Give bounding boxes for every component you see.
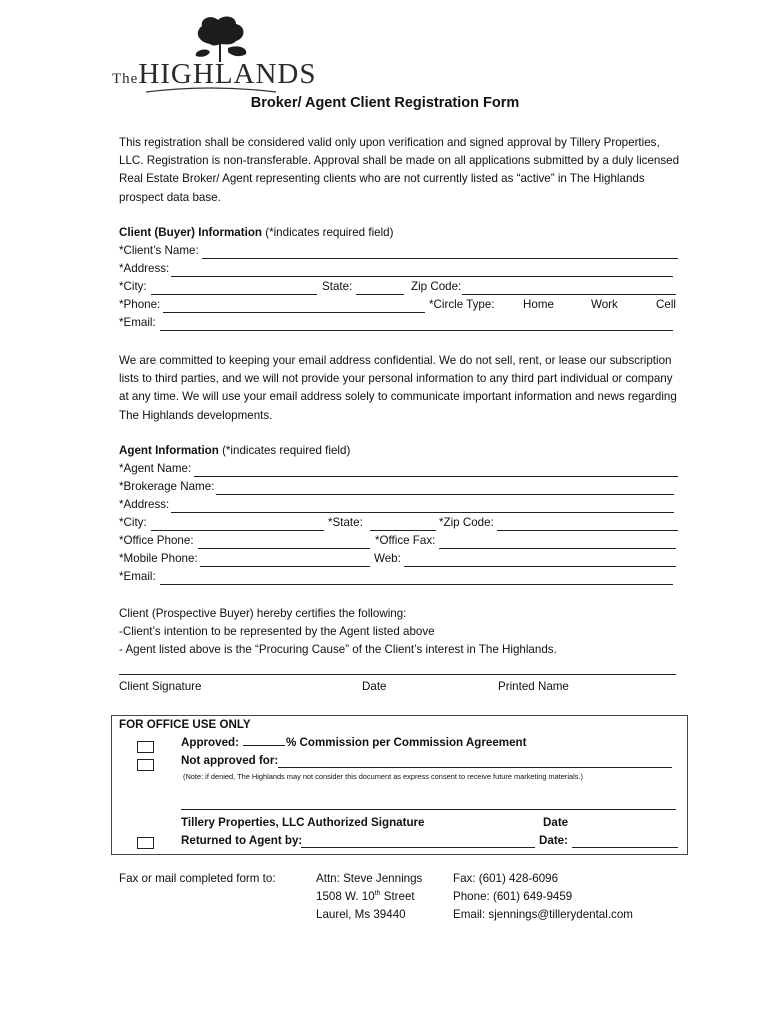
client-zip-field[interactable]: [462, 294, 676, 295]
returned-by-field[interactable]: [301, 847, 535, 848]
agent-mobile-field[interactable]: [200, 566, 370, 567]
client-phone-label: *Phone:: [119, 298, 161, 311]
circle-option-work[interactable]: Work: [591, 298, 618, 311]
agent-web-label: Web:: [374, 552, 401, 565]
agent-name-field[interactable]: [194, 476, 678, 477]
client-address-label: *Address:: [119, 262, 170, 275]
tree-logo-icon: [188, 14, 252, 64]
not-approved-checkbox[interactable]: [137, 759, 154, 771]
authorized-date-label: Date: [543, 816, 569, 829]
page-title: Broker/ Agent Client Registration Form: [250, 95, 520, 111]
contact-email[interactable]: Email: sjennings@tillerydental.com: [453, 908, 633, 921]
agent-brokerage-field[interactable]: [216, 494, 674, 495]
agent-zip-label: *Zip Code:: [439, 516, 494, 529]
not-approved-label: Not approved for:: [181, 754, 279, 767]
agent-name-label: *Agent Name:: [119, 462, 192, 475]
certify-line-1: Client (Prospective Buyer) hereby certifies the following:: [119, 607, 407, 620]
client-circle-type-label: *Circle Type:: [429, 298, 495, 311]
approved-commission-text: % Commission per Commission Agreement: [285, 736, 527, 749]
contact-street-post: Street: [380, 890, 415, 903]
returned-date-field[interactable]: [572, 847, 678, 848]
printed-name-label: Printed Name: [498, 680, 569, 693]
contact-street: [316, 890, 415, 903]
agent-mobile-label: *Mobile Phone:: [119, 552, 198, 565]
returned-label: Returned to Agent by:: [181, 834, 303, 847]
client-address-field[interactable]: [171, 276, 673, 277]
privacy-paragraph: We are committed to keeping your email address confidential. We do not sell, rent, or lease our subscription lists to third parties, and we will not provide your personal information to any third part individual or company at any time. We will use your email address solely to communicate important information and news regarding The Highlands developments.: [119, 354, 677, 422]
client-city-label: *City:: [119, 280, 147, 293]
agent-city-field[interactable]: [151, 530, 324, 531]
agent-required-note: (*indicates required field): [222, 444, 351, 457]
client-heading: Client (Buyer) Information: [119, 226, 262, 239]
agent-address-label: *Address:: [119, 498, 170, 511]
agent-heading-row: [119, 444, 350, 457]
agent-email-label: *Email:: [119, 570, 156, 583]
agent-address-field[interactable]: [171, 512, 674, 513]
client-zip-label: Zip Code:: [411, 280, 462, 293]
agent-email-field[interactable]: [160, 584, 673, 585]
commission-field[interactable]: [243, 745, 285, 746]
client-state-field[interactable]: [356, 294, 404, 295]
circle-option-cell[interactable]: Cell: [656, 298, 676, 311]
agent-office-fax-field[interactable]: [439, 548, 676, 549]
contact-attn: Attn: Steve Jennings: [316, 872, 423, 885]
authorized-signature-label: Tillery Properties, LLC Authorized Signature: [181, 816, 425, 829]
office-denial-note: (Note: if denied, The Highlands may not consider this document as express consent to receive future marketing materials.): [183, 772, 583, 781]
logo-the: The: [112, 71, 139, 87]
agent-zip-field[interactable]: [497, 530, 678, 531]
fax-mail-label: Fax or mail completed form to:: [119, 872, 276, 885]
circle-option-home[interactable]: Home: [523, 298, 554, 311]
contact-city: Laurel, Ms 39440: [316, 908, 406, 921]
agent-brokerage-label: *Brokerage Name:: [119, 480, 215, 493]
client-required-note: (*indicates required field): [265, 226, 394, 239]
agent-state-label: *State:: [328, 516, 363, 529]
agent-state-field[interactable]: [370, 530, 436, 531]
logo-highlands: HIGHLANDS: [138, 58, 317, 90]
certify-line-2: -Client’s intention to be represented by the Agent listed above: [119, 625, 435, 638]
agent-office-fax-label: *Office Fax:: [375, 534, 436, 547]
returned-checkbox[interactable]: [137, 837, 154, 849]
client-email-field[interactable]: [160, 330, 673, 331]
client-heading-row: [119, 226, 393, 239]
returned-date-label: Date:: [539, 834, 568, 847]
office-heading: FOR OFFICE USE ONLY: [119, 718, 251, 731]
approved-label: Approved:: [181, 736, 239, 749]
approved-row: [181, 736, 526, 749]
agent-city-label: *City:: [119, 516, 147, 529]
contact-street-pre: 1508 W. 10: [316, 890, 375, 903]
client-name-label: *Client’s Name:: [119, 244, 199, 257]
authorized-signature-line[interactable]: [181, 809, 676, 810]
signature-date-label: Date: [362, 680, 387, 693]
intro-paragraph: This registration shall be considered valid only upon verification and signed approval by Tillery Properties, LLC. Registration is non-transferable. Approval shall be made on all applications submitted by a duly licensed Real Estate Broker/ Agent representing clients who are not currently listed as “active” in The Highlands prospect data base.: [119, 136, 680, 204]
agent-heading: Agent Information: [119, 444, 219, 457]
agent-office-phone-field[interactable]: [198, 548, 370, 549]
agent-web-field[interactable]: [404, 566, 676, 567]
signature-line[interactable]: [119, 674, 676, 675]
approved-checkbox[interactable]: [137, 741, 154, 753]
certify-line-3: - Agent listed above is the “Procuring Cause” of the Client’s interest in The Highlands.: [119, 643, 557, 656]
client-signature-label: Client Signature: [119, 680, 202, 693]
not-approved-field[interactable]: [278, 767, 672, 768]
logo-underline: [146, 86, 276, 94]
client-city-field[interactable]: [151, 294, 317, 295]
client-email-label: *Email:: [119, 316, 156, 329]
client-name-field[interactable]: [202, 258, 678, 259]
client-state-label: State:: [322, 280, 353, 293]
contact-street-sup: th: [374, 890, 381, 898]
agent-office-phone-label: *Office Phone:: [119, 534, 194, 547]
client-phone-field[interactable]: [163, 312, 425, 313]
contact-phone: Phone: (601) 649-9459: [453, 890, 573, 903]
contact-fax: Fax: (601) 428-6096: [453, 872, 559, 885]
